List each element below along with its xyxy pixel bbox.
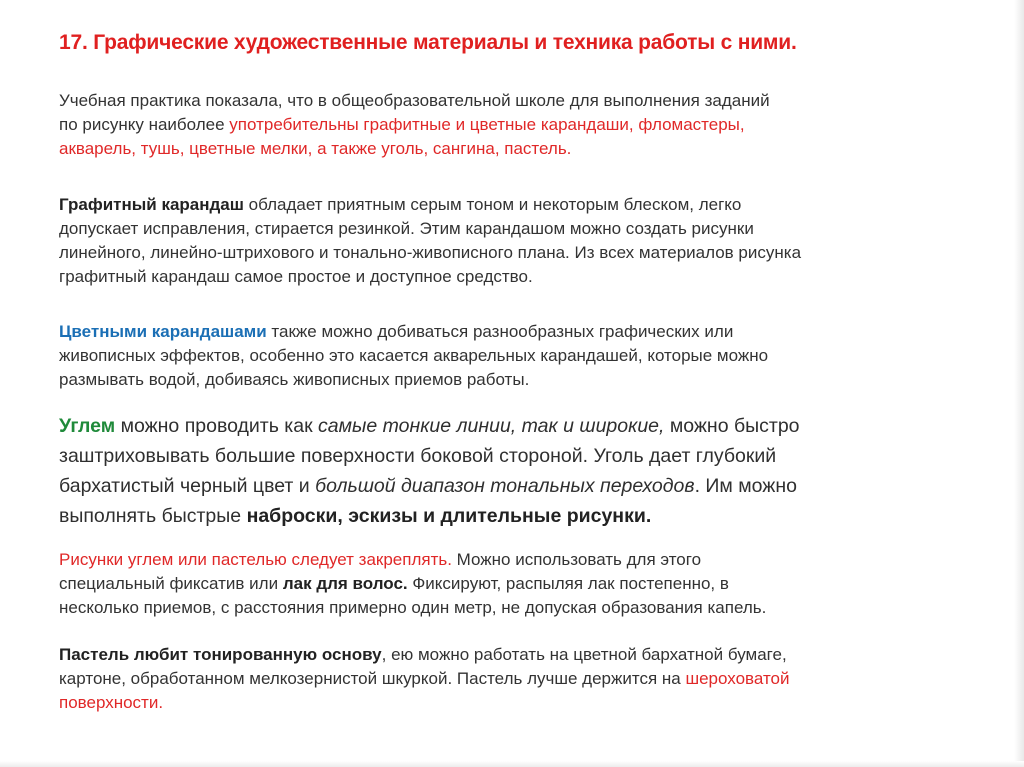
- fixing-line-2-text-b: Фиксируют, распыляя лак постепенно, в: [407, 574, 729, 593]
- charcoal-italic-lines: самые тонкие линии, так и широкие,: [318, 415, 665, 437]
- charcoal-line-2: заштриховывать большие поверхности боковой стороной. Уголь дает глубокий: [59, 445, 777, 467]
- paragraph-charcoal: [59, 411, 800, 531]
- pastel-highlight: шероховатой: [685, 669, 790, 688]
- charcoal-line-3-text-a: бархатистый черный цвет и: [59, 475, 316, 497]
- pastel-line-1: [59, 643, 790, 667]
- pastel-line-2-text: картоне, обработанном мелкозернистой шкуркой. Пастель лучше держится на: [59, 669, 686, 688]
- charcoal-line-1: [59, 411, 800, 441]
- fixing-line-1: [59, 548, 766, 572]
- intro-line-1: Учебная практика показала, что в общеобразовательной школе для выполнения заданий: [59, 91, 770, 110]
- graphite-line-3: линейного, линейно-штрихового и тонально-живописного плана. Из всех материалов рисунка: [59, 243, 802, 262]
- charcoal-line-1-text-a: можно проводить как: [115, 415, 319, 437]
- slide-title: 17. Графические художественные материалы и техника работы с ними.: [59, 31, 797, 54]
- charcoal-line-4: [59, 501, 800, 531]
- graphite-line-2: допускает исправления, стирается резинкой. Этим карандашом можно создать рисунки: [59, 219, 754, 238]
- paragraph-pastel: [59, 643, 790, 715]
- fixing-line-1-text: Можно использовать для этого: [451, 550, 702, 569]
- charcoal-line-4-text: выполнять быстрые: [59, 505, 247, 527]
- graphite-line-1-text: обладает приятным серым тоном и некоторым блеском, легко: [243, 195, 742, 214]
- charcoal-line-1-text-b: можно быстро: [664, 415, 800, 437]
- charcoal-line-3-text-b: . Им можно: [694, 475, 797, 497]
- colored-line-3: размывать водой, добиваясь живописных приемов работы.: [59, 370, 530, 389]
- paragraph-colored-pencils: [59, 320, 768, 392]
- colored-line-1: [59, 320, 768, 344]
- charcoal-line-3: [59, 471, 800, 501]
- paragraph-intro: [59, 89, 770, 161]
- pastel-line-2: [59, 667, 790, 691]
- intro-highlight: употребительны графитные и цветные карандаши, фломастеры,: [229, 115, 745, 134]
- colored-line-2: живописных эффектов, особенно это касается акварельных карандашей, которые можно: [59, 346, 769, 365]
- charcoal-bold-sketches: наброски, эскизы и длительные рисунки.: [246, 505, 652, 527]
- slide-edge-shadow-right: [1014, 0, 1024, 767]
- slide-edge-shadow-bottom: [0, 761, 1024, 767]
- charcoal-italic-range: большой диапазон тональных переходов: [315, 475, 695, 497]
- paragraph-graphite-pencil: [59, 193, 801, 289]
- fixing-bold-hairspray: лак для волос.: [282, 574, 408, 593]
- colored-line-1-text: также можно добиваться разнообразных графических или: [266, 322, 734, 341]
- graphite-line-4: графитный карандаш самое простое и доступное средство.: [59, 267, 533, 286]
- intro-line-2: [59, 113, 770, 137]
- colored-pencils-term: Цветными карандашами: [59, 322, 267, 341]
- intro-line-3: акварель, тушь, цветные мелки, а также уголь, сангина, пастель.: [59, 139, 572, 158]
- fixing-highlight: Рисунки углем или пастелью следует закреплять.: [59, 550, 452, 569]
- intro-line-2-text: по рисунку наиболее: [59, 115, 230, 134]
- paragraph-fixing: [59, 548, 766, 620]
- charcoal-term: Углем: [59, 415, 116, 437]
- pastel-line-1-text: , ею можно работать на цветной бархатной бумаге,: [381, 645, 787, 664]
- pastel-line-3: поверхности.: [59, 693, 164, 712]
- pastel-term: Пастель любит тонированную основу: [59, 645, 382, 664]
- graphite-term: Графитный карандаш: [59, 195, 244, 214]
- fixing-line-3: несколько приемов, с расстояния примерно один метр, не допуская образования капель.: [59, 598, 767, 617]
- fixing-line-2-text-a: специальный фиксатив или: [59, 574, 283, 593]
- graphite-line-1: [59, 193, 801, 217]
- fixing-line-2: [59, 572, 766, 596]
